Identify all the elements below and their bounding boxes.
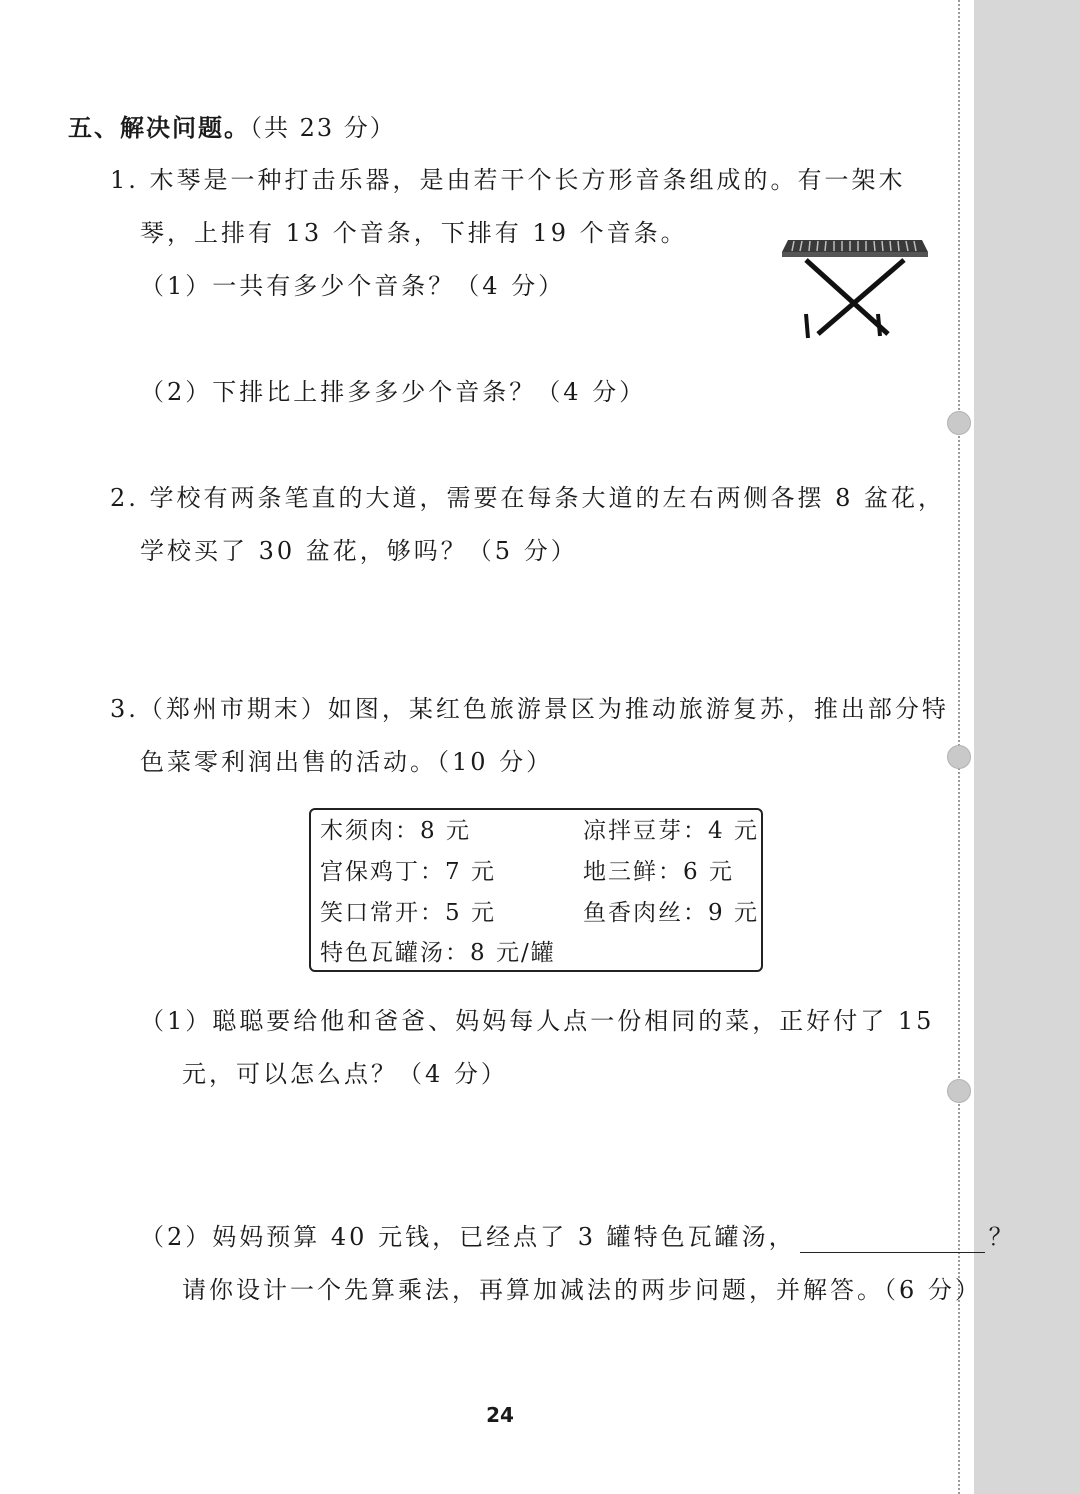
q3-subquestion-2-line2: 请你设计一个先算乘法，再算加减法的两步问题，并解答。（6 分） bbox=[182, 1276, 982, 1304]
menu-item: 木须肉：8 元 bbox=[320, 818, 471, 844]
q1-subquestion-2: （2）下排比上排多多少个音条？（4 分） bbox=[140, 378, 647, 406]
menu-item: 特色瓦罐汤：8 元/罐 bbox=[320, 940, 556, 966]
q3-text-line1: 3.（郑州市期末）如图，某红色旅游景区为推动旅游复苏，推出部分特 bbox=[110, 695, 949, 723]
q2-text-line1: 2. 学校有两条笔直的大道，需要在每条大道的左右两侧各摆 8 盆花， bbox=[110, 484, 946, 512]
q3-subquestion-2-line1 bbox=[140, 1221, 1016, 1253]
section-points: （共 23 分） bbox=[250, 114, 396, 142]
menu-item: 凉拌豆芽：4 元 bbox=[583, 818, 759, 844]
section-title: 五、解决问题。 bbox=[68, 114, 250, 142]
answer-blank[interactable] bbox=[800, 1228, 985, 1253]
page-number: 24 bbox=[486, 1403, 514, 1427]
binding-mark-1 bbox=[947, 411, 971, 435]
binding-mark-3 bbox=[947, 1079, 971, 1103]
q3-subquestion-2-text: （2）妈妈预算 40 元钱，已经点了 3 罐特色瓦罐汤， bbox=[140, 1223, 796, 1251]
page-margin-strip bbox=[974, 0, 1080, 1494]
xylophone-image bbox=[778, 226, 932, 346]
q3-text-line2: 色菜零利润出售的活动。（10 分） bbox=[140, 748, 554, 776]
q3-subquestion-1-line2: 元，可以怎么点？（4 分） bbox=[182, 1060, 508, 1088]
q1-text-line1: 1. 木琴是一种打击乐器，是由若干个长方形音条组成的。有一架木 bbox=[110, 166, 906, 194]
q3-subquestion-1-line1: （1）聪聪要给他和爸爸、妈妈每人点一份相同的菜，正好付了 15 bbox=[140, 1007, 935, 1035]
section-heading bbox=[68, 112, 396, 144]
menu-item: 宫保鸡丁：7 元 bbox=[320, 859, 496, 885]
question-mark: ？ bbox=[988, 1223, 1016, 1251]
q1-subquestion-1: （1）一共有多少个音条？（4 分） bbox=[140, 272, 566, 300]
q1-text-line2: 琴，上排有 13 个音条，下排有 19 个音条。 bbox=[140, 219, 688, 247]
menu-price-box bbox=[309, 808, 763, 972]
q2-text-line2: 学校买了 30 盆花，够吗？（5 分） bbox=[140, 537, 578, 565]
menu-item: 地三鲜：6 元 bbox=[583, 859, 734, 885]
binding-mark-2 bbox=[947, 745, 971, 769]
menu-item: 笑口常开：5 元 bbox=[320, 900, 496, 926]
menu-item: 鱼香肉丝：9 元 bbox=[583, 900, 759, 926]
